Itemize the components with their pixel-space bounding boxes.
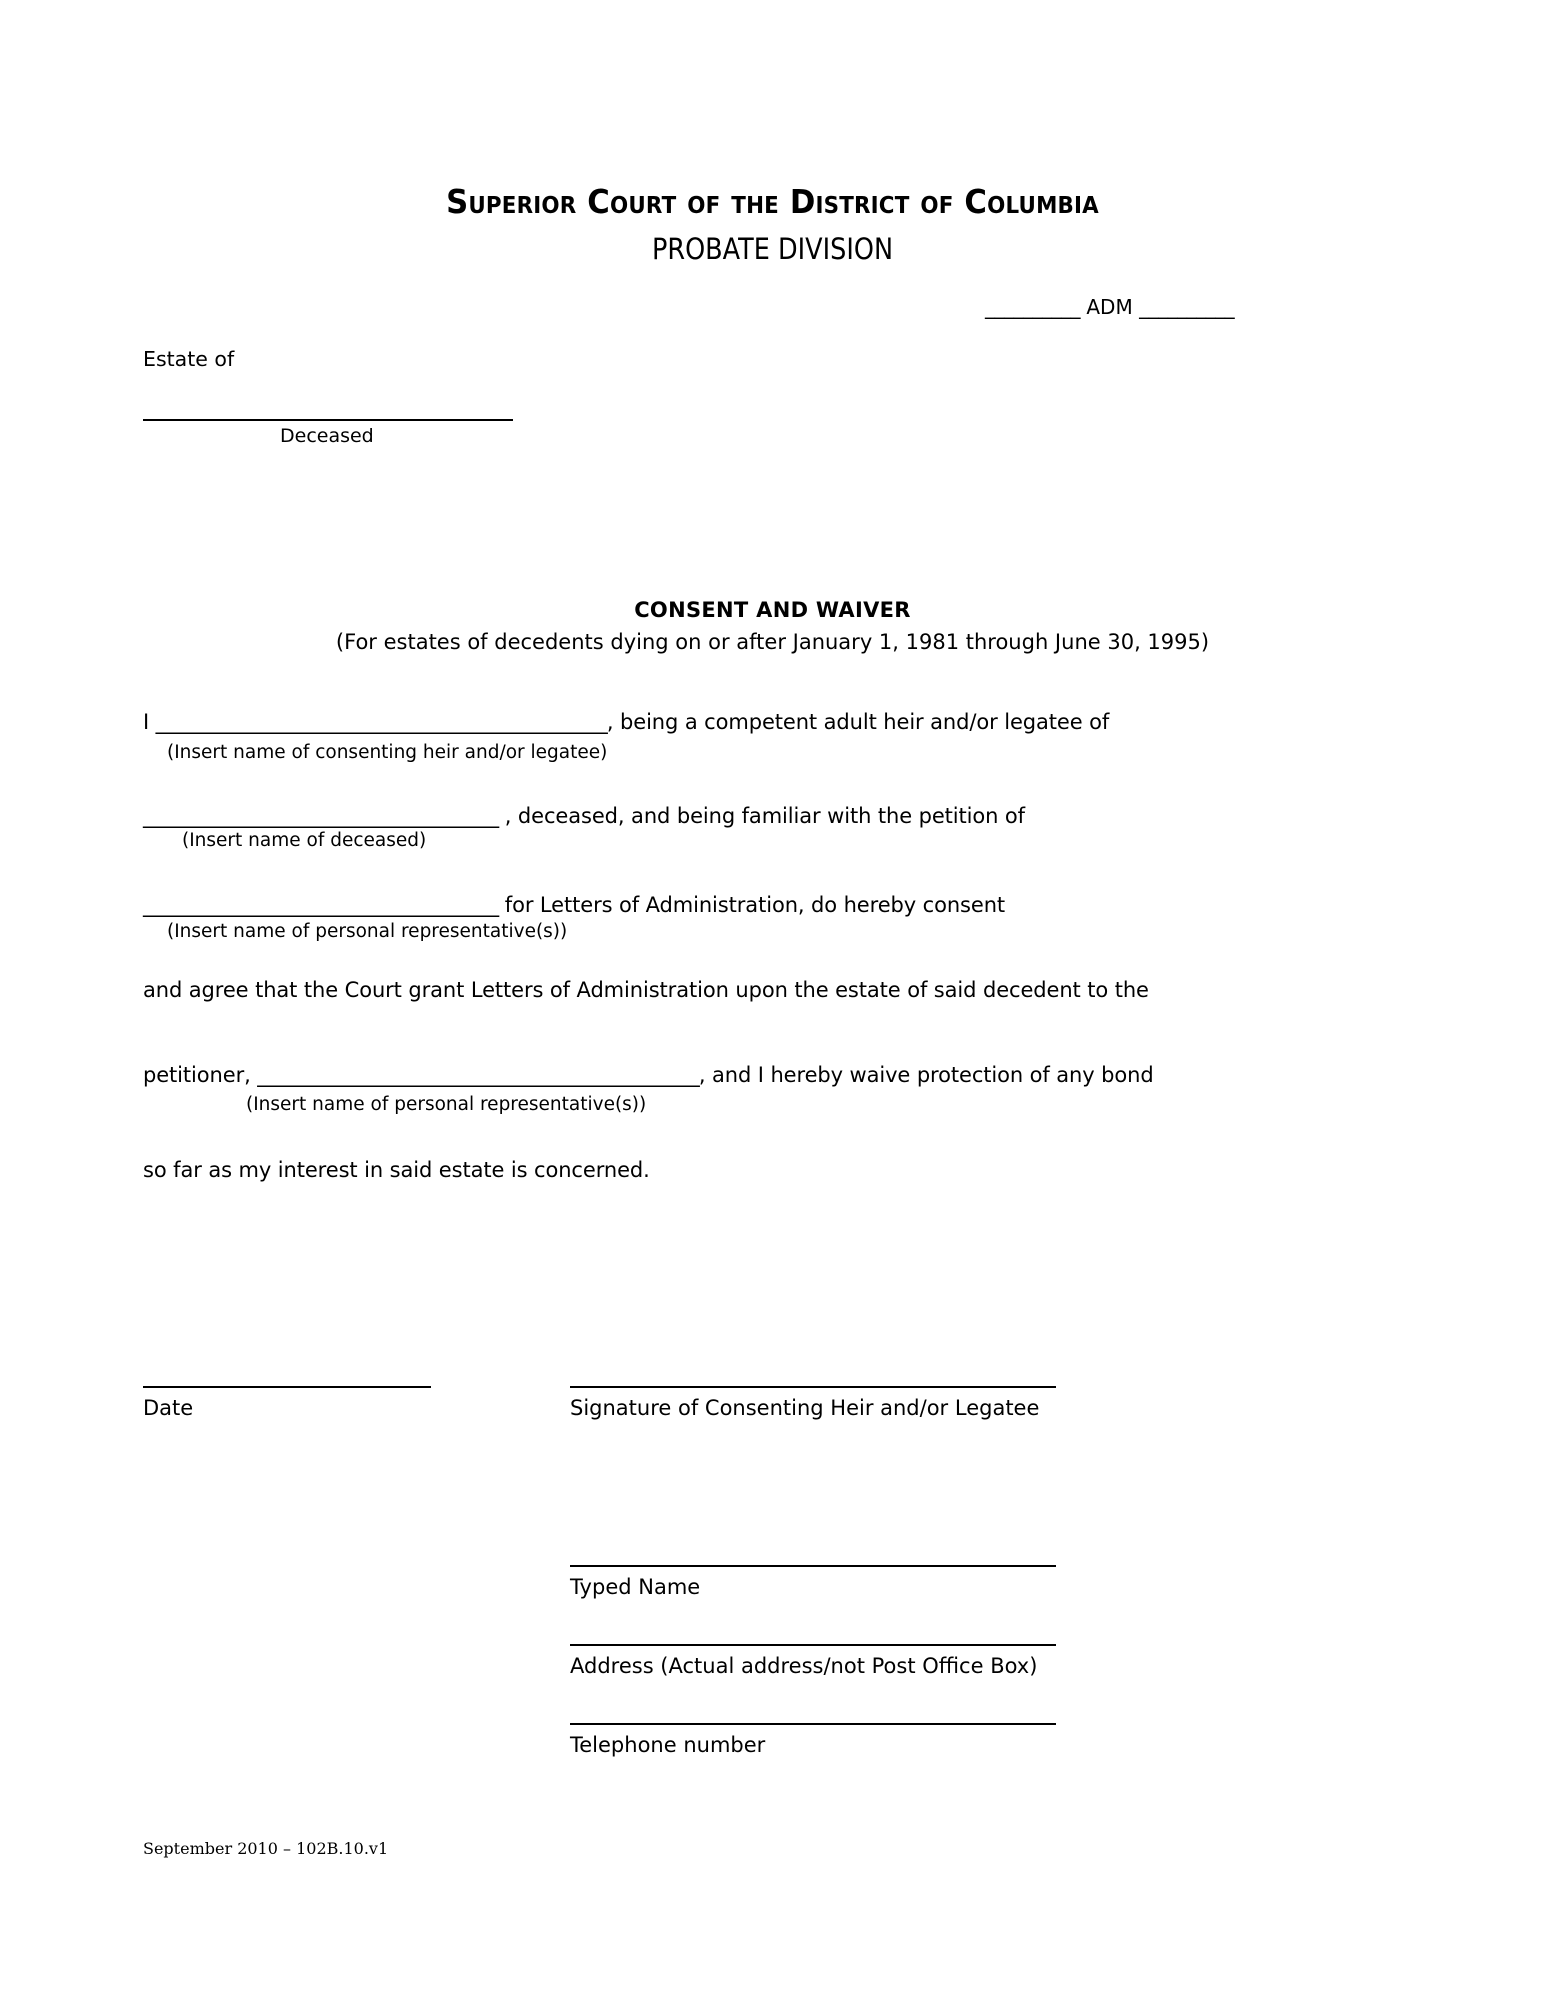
deceased-name-rule[interactable] [143, 419, 513, 421]
address-rule[interactable] [570, 1644, 1056, 1646]
date-label: Date [143, 1396, 194, 1420]
consent-line-3-suffix: for Letters of Administration, do hereby consent [498, 893, 1006, 917]
consent-line-1-suffix: , being a competent adult heir and/or legatee of [606, 710, 1110, 734]
typed-name-label: Typed Name [570, 1575, 701, 1599]
consent-line-5-suffix: , and I hereby waive protection of any bond [698, 1063, 1154, 1087]
consent-line-6: so far as my interest in said estate is concerned. [143, 1158, 650, 1182]
consenting-heir-name-blank[interactable]: _______________________________________________ [155, 710, 607, 734]
case-number-blank-left[interactable]: __________ [985, 295, 1080, 319]
consent-line-2-suffix: , deceased, and being familiar with the petition of [498, 804, 1025, 828]
consent-line-2 [143, 804, 1025, 828]
telephone-rule[interactable] [570, 1723, 1056, 1725]
document-heading: CONSENT AND WAIVER [634, 598, 911, 622]
document-subheading: (For estates of decedents dying on or after January 1, 1981 through June 30, 1995) [335, 630, 1210, 654]
consent-line-3 [143, 893, 1005, 917]
consent-line-4: and agree that the Court grant Letters of Administration upon the estate of said decedent to the [143, 978, 1149, 1002]
court-title: Superior Court of the District of Columbia [446, 182, 1099, 221]
consenting-heir-name-hint: (Insert name of consenting heir and/or legatee) [167, 742, 608, 763]
consent-line-5 [143, 1063, 1154, 1087]
deceased-label: Deceased [280, 425, 374, 447]
adm-label: ADM [1086, 295, 1133, 319]
consent-line-5-prefix: petitioner, [143, 1063, 258, 1087]
personal-representative-name-blank[interactable]: _____________________________________ [143, 893, 499, 917]
deceased-name-blank[interactable]: _____________________________________ [143, 804, 499, 828]
address-label: Address (Actual address/not Post Office Box) [570, 1654, 1038, 1678]
telephone-label: Telephone number [570, 1733, 766, 1757]
personal-representative-name-hint: (Insert name of personal representative(s)) [167, 921, 568, 942]
signature-rule[interactable] [570, 1386, 1056, 1388]
petitioner-name-hint: (Insert name of personal representative(s)) [246, 1094, 647, 1115]
case-number-line [985, 295, 1234, 319]
form-revision-footer: September 2010 – 102B.10.v1 [143, 1839, 389, 1858]
consent-line-1-prefix: I [143, 710, 156, 734]
deceased-name-hint: (Insert name of deceased) [182, 830, 427, 851]
consent-line-1 [143, 710, 1109, 734]
typed-name-rule[interactable] [570, 1565, 1056, 1567]
date-rule[interactable] [143, 1386, 431, 1388]
division-title: PROBATE DIVISION [651, 232, 894, 266]
case-number-blank-right[interactable]: __________ [1139, 295, 1235, 319]
signature-label: Signature of Consenting Heir and/or Legatee [570, 1396, 1040, 1420]
petitioner-name-blank[interactable]: ______________________________________________ [257, 1063, 699, 1087]
estate-of-label: Estate of [143, 347, 235, 371]
